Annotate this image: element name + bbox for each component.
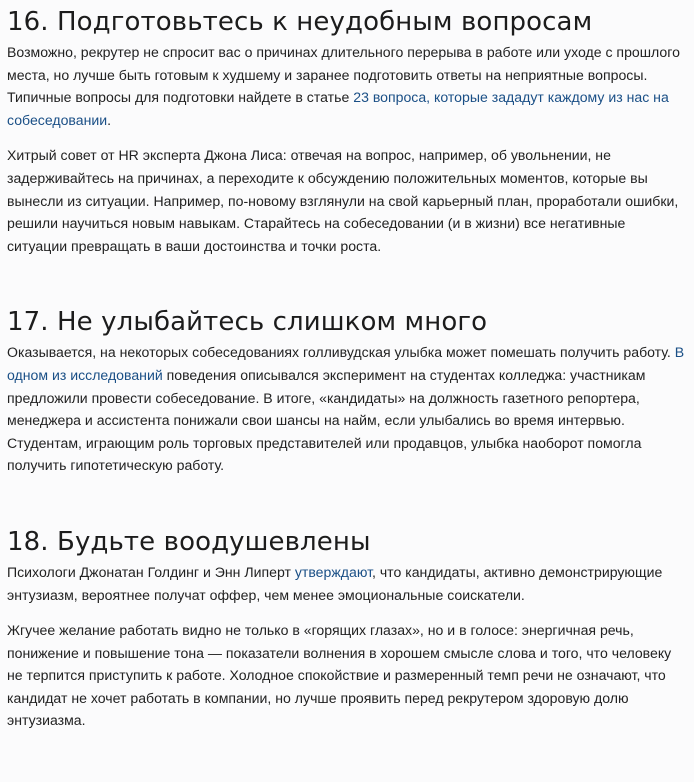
research-link[interactable]: В одном из исследований [7,344,685,383]
paragraph [7,41,688,131]
paragraph-text: Возможно, рекрутер не спросит вас о причинах длительного перерыва в работе или уходе с прошлого места, но лучше быть готовым к худшему и заранее подготовить ответы на неприятные вопросы. Типичные вопросы для подготовки найдете в статье [7,44,680,106]
section-16 [7,5,688,257]
section-heading: 16. Подготовьтесь к неудобным вопросам [7,7,593,37]
paragraph: Хитрый совет от HR эксперта Джона Лиса: отвечая на вопрос, например, об увольнении, не задерживайтесь на причинах, а переходите к обсуждению положительных моментов, которые вы вынесли из ситуации. Например, по-новому взглянули на свой карьерный план, проработали ошибки, решили научиться новым навыкам. Старайтесь на собеседовании (и в жизни) все негативные ситуации превращать в ваши достоинства и точки роста. [7,147,679,254]
paragraph-text: Оказывается, на некоторых собеседованиях голливудская улыбка может помешать получить работу. [7,344,675,361]
article [0,5,694,732]
paragraph-text: поведения описывался эксперимент на студентах колледжа: участникам предложили провести собеседование. В итоге, «кандидаты» на должность газетного репортера, менеджера и ассистента понижали свои шансы на найм, если улыбались во время интервью. Студентам, играющим роль торговых представителей или продавцов, улыбка наоборот помогла получить гипотетическую работу. [7,366,646,474]
claim-link[interactable]: утверждают [294,563,372,580]
paragraph: Жгучее желание работать видно не только в «горящих глазах», но и в голосе: энергичная речь, понижение и повышение тона — показатели волнения в хорошем смысле слова и того, что человеку не терпится приступить к работе. Холодное спокойствие и размеренный темп речи не означают, что кандидат не хочет работать в компании, но лучше проявить перед рекрутером здоровую долю энтузиазма. [7,622,672,729]
paragraph [7,561,688,606]
paragraph-text: Психологи Джонатан Голдинг и Энн Липерт [7,563,295,580]
section-17 [7,305,688,477]
paragraph-text: . [107,111,112,128]
section-18 [7,525,688,732]
paragraph [7,341,688,477]
paragraph-text: , что кандидаты, активно демонстрирующие энтузиазм, вероятнее получат оффер, чем менее эмоциональные соискатели. [7,563,663,603]
section-heading: 18. Будьте воодушевлены [7,526,371,557]
section-heading: 17. Не улыбайтесь слишком много [7,307,488,338]
article-link-23-questions[interactable]: 23 вопроса, которые зададут каждому из нас на собеседовании [7,89,669,128]
